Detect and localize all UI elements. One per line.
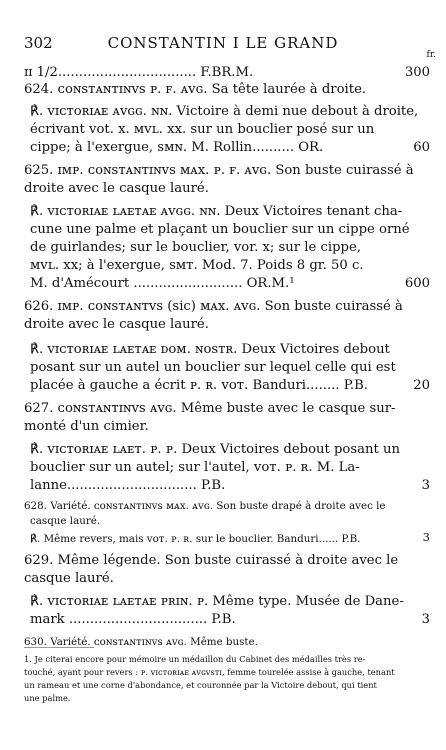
footnote-line: 1. Je citerai encore pour mémoire un médaillon du Cabinet des médailles très re- [24,654,366,664]
entry-line: casque lauré. [30,515,101,527]
price-value: 600 [404,276,430,291]
price-value: 3 [421,478,430,493]
running-title: CONSTANTIN I LE GRAND [107,34,339,52]
entry-line: écrivant vot. x. ᴍᴠʟ. xx. sur un bouclier posé sur un [30,122,375,137]
price-value: 60 [413,140,430,155]
entry-line: ɪɪ 1/2................................. F.BR.M. [24,65,254,80]
entry-line: M. d'Amécourt .......................... OR.M.¹ [30,276,295,291]
entry-line: 625. ɪᴍᴘ. ᴄᴏɴsᴛᴀɴᴛɪɴᴠs ᴍᴀx. ᴘ. ꜰ. ᴀᴠɢ. Son buste cuirassé à [24,163,414,178]
page-number: 302 [24,34,53,52]
price-value: 300 [404,65,430,80]
entry-line: 626. ɪᴍᴘ. ᴄᴏɴsᴛᴀɴᴛᴠs (sic) ᴍᴀx. ᴀᴠɢ. Son buste cuirassé à [24,299,403,314]
footnote-line: touché, ayant pour revers : ᴘ. ᴠɪᴄᴛᴏʀɪᴀᴇ ᴀᴠɢᴠsᴛɪ, femme tourelée assise à gauche, tenant [24,667,395,677]
footnote-rule [24,647,94,648]
entry-line: bouclier sur un autel; sur l'autel, ᴠᴏᴛ. ᴘ. ʀ. M. La- [30,460,360,475]
price-value: 3 [422,530,430,544]
entry-line: droite avec le casque lauré. [24,317,209,332]
entry-line: droite avec le casque lauré. [24,181,209,196]
entry-line: cune une palme et plaçant un bouclier sur un cippe orné [30,222,410,237]
entry-line: 630. Variété. ᴄᴏɴsᴛᴀɴᴛɪɴᴠs ᴀᴠɢ. Même buste. [24,636,258,648]
entry-line: lanne............................... P.B. [30,478,226,493]
entry-line: 629. Même légende. Son buste cuirassé à droite avec le [24,553,399,568]
footnote-line: une palme. [24,693,71,703]
entry-line: cippe; à l'exergue, sᴍɴ. M. Rollin.......... OR. [30,140,324,155]
entry-line: 624. ᴄᴏɴsᴛᴀɴᴛɪɴᴠs ᴘ. ꜰ. ᴀᴠɢ. Sa tête laurée à droite. [24,82,367,97]
entry-line: ℟. ᴠɪᴄᴛᴏʀɪᴀᴇ ʟᴀᴇᴛᴀᴇ ᴀᴠɢɢ. ɴɴ. Deux Victoires tenant cha- [30,204,403,219]
entry-line: mark ................................. P.B. [30,612,236,627]
entry-line: 628. Variété. ᴄᴏɴsᴛᴀɴᴛɪɴᴠs ᴍᴀx. ᴀᴠɢ. Son buste drapé à droite avec le [24,500,386,512]
entry-line: posant sur un autel un bouclier sur lequel celle qui est [30,360,396,375]
entry-line: ℟. ᴠɪᴄᴛᴏʀɪᴀᴇ ʟᴀᴇᴛ. ᴘ. ᴘ. Deux Victoires debout posant un [30,442,400,457]
entry-line: placée à gauche a écrit ᴘ. ʀ. vᴏᴛ. Banduri........ P.B. [30,378,368,393]
francs-column-label: fr. [426,50,436,60]
entry-line: 627. ᴄᴏɴsᴛᴀɴᴛɪɴᴠs ᴀᴠɢ. Même buste avec le casque sur- [24,401,396,416]
footnote-line: un rameau et une corne d'abondance, et couronnée par la Victoire debout, qui tient [24,680,377,690]
entry-line: ℟. Même revers, mais ᴠᴏᴛ. ᴘ. ʀ. sur le bouclier. Banduri...... P.B. [30,533,361,545]
price-value: 3 [421,612,430,627]
entry-line: ℟. ᴠɪᴄᴛᴏʀɪᴀᴇ ᴀᴠɢɢ. ɴɴ. Victoire à demi nue debout à droite, [30,104,419,119]
entry-line: casque lauré. [24,571,114,586]
entry-line: ℟. ᴠɪᴄᴛᴏʀɪᴀᴇ ʟᴀᴇᴛᴀᴇ ᴅᴏᴍ. ɴᴏsᴛʀ. Deux Victoires debout [30,342,390,357]
entry-line: de guirlandes; sur le bouclier, vor. x; sur le cippe, [30,240,361,255]
entry-line: monté d'un cimier. [24,419,149,434]
entry-line: ᴍᴠʟ. xx; à l'exergue, sᴍᴛ. Mod. 7. Poids 8 gr. 50 c. [30,258,364,273]
entry-line: ℟. ᴠɪᴄᴛᴏʀɪᴀᴇ ʟᴀᴇᴛᴀᴇ ᴘʀɪɴ. ᴘ. Même type. Musée de Dane- [30,594,404,609]
price-value: 20 [413,378,430,393]
